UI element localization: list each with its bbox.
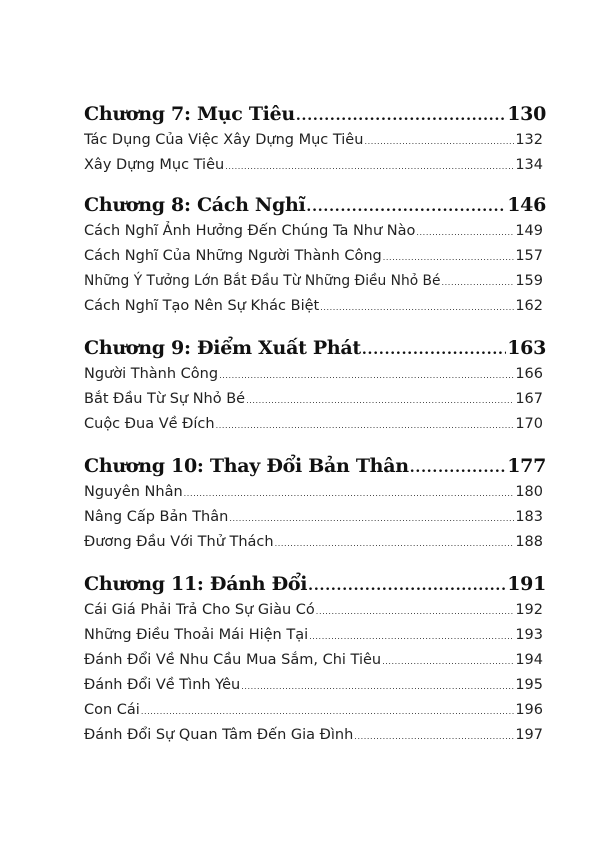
section-title: Nguyên Nhân — [84, 484, 183, 500]
section-title: Đánh Đổi Về Nhu Cầu Mua Sắm, Chi Tiêu — [84, 652, 382, 668]
dot-leader — [354, 723, 514, 748]
dot-leader — [229, 505, 514, 530]
dot-leader — [296, 100, 506, 128]
dot-leader — [241, 673, 514, 698]
section-title: Tác Dụng Của Việc Xây Dựng Mục Tiêu — [84, 132, 364, 148]
section-page: 180 — [515, 484, 543, 500]
dot-leader — [308, 570, 506, 598]
section-page: 183 — [515, 509, 543, 525]
section-title: Đương Đầu Với Thử Thách — [84, 534, 274, 550]
section-page: 188 — [515, 534, 543, 550]
section-entry[interactable] — [84, 673, 546, 698]
section-page: 149 — [515, 223, 543, 239]
section-entry[interactable] — [84, 294, 546, 319]
dot-leader — [306, 191, 506, 219]
section-title: Cách Nghĩ Ảnh Hưởng Đến Chúng Ta Như Nào — [84, 223, 416, 239]
section-title: Những Ý Tưởng Lớn Bắt Đầu Từ Những Điều Nhỏ Bé — [84, 273, 441, 289]
dot-leader — [141, 698, 514, 723]
section-entry[interactable] — [84, 128, 546, 153]
chapter-8 — [84, 191, 546, 319]
dot-leader — [246, 387, 514, 412]
dot-leader — [184, 480, 515, 505]
section-title: Xây Dựng Mục Tiêu — [84, 157, 225, 173]
section-entry[interactable] — [84, 387, 546, 412]
chapter-9 — [84, 334, 546, 437]
section-page: 197 — [515, 727, 543, 743]
section-title: Bắt Đầu Từ Sự Nhỏ Bé — [84, 391, 246, 407]
section-title: Đánh Đổi Sự Quan Tâm Đến Gia Đình — [84, 727, 354, 743]
section-title: Cuộc Đua Về Đích — [84, 416, 215, 432]
section-page: 195 — [515, 677, 543, 693]
chapter-10 — [84, 452, 546, 555]
section-title: Nâng Cấp Bản Thân — [84, 509, 229, 525]
chapter-page: 146 — [507, 194, 546, 216]
section-page: 196 — [515, 702, 543, 718]
section-page: 170 — [515, 416, 543, 432]
dot-leader — [416, 219, 514, 244]
chapter-title: Chương 7: Mục Tiêu — [84, 103, 295, 125]
section-title: Cách Nghĩ Của Những Người Thành Công — [84, 248, 382, 264]
section-entry[interactable] — [84, 598, 546, 623]
chapter-page: 177 — [507, 455, 546, 477]
section-entry[interactable] — [84, 648, 546, 673]
section-entry[interactable] — [84, 362, 546, 387]
section-entry[interactable] — [84, 723, 546, 748]
section-title: Đánh Đổi Về Tình Yêu — [84, 677, 241, 693]
dot-leader — [225, 153, 514, 178]
section-page: 159 — [515, 273, 543, 289]
section-title: Cách Nghĩ Tạo Nên Sự Khác Biệt — [84, 298, 320, 314]
dot-leader — [275, 530, 515, 555]
chapter-heading[interactable] — [84, 334, 546, 362]
dot-leader — [383, 244, 515, 269]
chapter-heading[interactable] — [84, 570, 546, 598]
section-page: 167 — [515, 391, 543, 407]
dot-leader — [410, 452, 507, 480]
section-title: Những Điều Thoải Mái Hiện Tại — [84, 627, 309, 643]
chapter-11 — [84, 570, 546, 748]
section-entry[interactable] — [84, 505, 546, 530]
dot-leader — [309, 623, 514, 648]
dot-leader — [216, 412, 515, 437]
section-entry[interactable] — [84, 698, 546, 723]
section-entry[interactable] — [84, 153, 546, 178]
chapter-heading[interactable] — [84, 191, 546, 219]
section-title: Người Thành Công — [84, 366, 219, 382]
chapter-page: 130 — [507, 103, 546, 125]
dot-leader — [316, 598, 515, 623]
chapter-7 — [84, 100, 546, 178]
section-page: 162 — [515, 298, 543, 314]
section-entry[interactable] — [84, 623, 546, 648]
chapter-title: Chương 9: Điểm Xuất Phát — [84, 337, 361, 359]
section-entry[interactable] — [84, 244, 546, 269]
chapter-title: Chương 11: Đánh Đổi — [84, 573, 308, 595]
section-page: 134 — [515, 157, 543, 173]
dot-leader — [442, 269, 515, 294]
chapter-title: Chương 10: Thay Đổi Bản Thân — [84, 455, 409, 477]
dot-leader — [362, 334, 506, 362]
chapter-heading[interactable] — [84, 100, 546, 128]
section-entry[interactable] — [84, 412, 546, 437]
section-page: 192 — [515, 602, 543, 618]
section-title: Cái Giá Phải Trả Cho Sự Giàu Có — [84, 602, 315, 618]
section-page: 157 — [515, 248, 543, 264]
section-page: 194 — [515, 652, 543, 668]
section-page: 132 — [515, 132, 543, 148]
section-entry[interactable] — [84, 480, 546, 505]
dot-leader — [320, 294, 514, 319]
section-entry[interactable] — [84, 269, 546, 294]
section-page: 193 — [515, 627, 543, 643]
chapter-title: Chương 8: Cách Nghĩ — [84, 194, 306, 216]
section-entry[interactable] — [84, 219, 546, 244]
chapter-heading[interactable] — [84, 452, 546, 480]
dot-leader — [364, 128, 514, 153]
chapter-page: 163 — [507, 337, 546, 359]
section-title: Con Cái — [84, 702, 140, 718]
section-page: 166 — [515, 366, 543, 382]
dot-leader — [219, 362, 514, 387]
chapter-page: 191 — [507, 573, 546, 595]
dot-leader — [382, 648, 514, 673]
table-of-contents — [84, 100, 546, 763]
section-entry[interactable] — [84, 530, 546, 555]
